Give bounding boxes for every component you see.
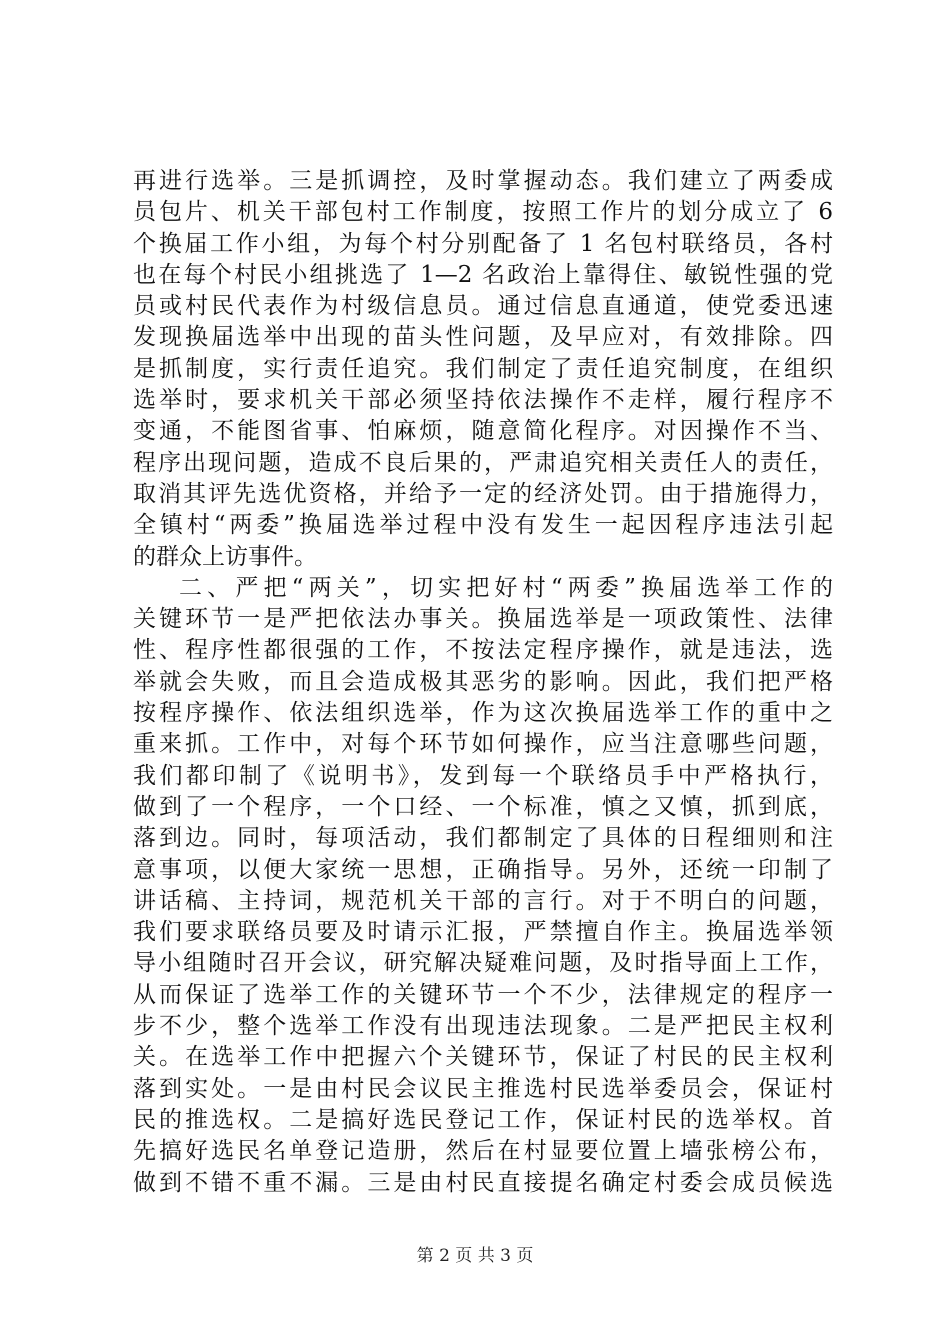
text-line: 我们要求联络员要及时请示汇报，严禁擅自作主。换届选举领 — [133, 919, 833, 946]
text-line: 再进行选举。三是抓调控，及时掌握动态。我们建立了两委成 — [133, 168, 833, 194]
text-line: 选举时，要求机关干部必须坚持依法操作不走样，履行程序不 — [133, 387, 833, 414]
text-line: 举就会失败，而且会造成极其恶劣的影响。因此，我们把严格 — [133, 668, 833, 695]
text-line: 关键环节一是严把依法办事关。换届选举是一项政策性、法律 — [133, 606, 833, 633]
text-line: 程序出现问题，造成不良后果的，严肃追究相关责任人的责任， — [133, 449, 833, 476]
text-line: 做到了一个程序，一个口经、一个标准，慎之又慎，抓到底， — [133, 793, 833, 820]
text-line: 讲话稿、主持词，规范机关干部的言行。对于不明白的问题， — [133, 887, 833, 914]
text-line: 按程序操作、依法组织选举，作为这次换届选举工作的重中之 — [133, 700, 833, 727]
text-line: 民的推选权。二是搞好选民登记工作，保证村民的选举权。首 — [133, 1106, 833, 1133]
paragraph-end-line: 的群众上访事件。 — [133, 543, 317, 570]
text-line: 全镇村“两委”换届选举过程中没有发生一起因程序违法引起 — [133, 512, 833, 539]
text-line: 步不少，整个选举工作没有出现违法现象。二是严把民主权利 — [133, 1013, 833, 1040]
text-line: 个换届工作小组，为每个村分别配备了 1 名包村联络员，各村 — [133, 230, 833, 257]
text-line: 落到实处。一是由村民会议民主推选村民选举委员会，保证村 — [133, 1075, 833, 1102]
text-line: 关。在选举工作中把握六个关键环节，保证了村民的民主权利 — [133, 1044, 833, 1071]
text-line: 发现换届选举中出现的苗头性问题，及早应对，有效排除。四 — [133, 324, 833, 351]
text-line: 做到不错不重不漏。三是由村民直接提名确定村委会成员候选 — [133, 1169, 833, 1196]
text-line: 导小组随时召开会议，研究解决疑难问题，及时指导面上工作， — [133, 950, 833, 977]
text-line: 取消其评先选优资格，并给予一定的经济处罚。由于措施得力， — [133, 480, 833, 507]
text-line: 也在每个村民小组挑选了 1—2 名政治上靠得住、敏锐性强的党 — [133, 261, 833, 288]
text-line: 员包片、机关干部包村工作制度，按照工作片的划分成立了 6 — [133, 199, 833, 226]
section-heading-line: 二、严把“两关”，切实把好村“两委”换届选举工作的 — [179, 574, 833, 601]
text-line: 先搞好选民名单登记造册，然后在村显要位置上墙张榜公布， — [133, 1138, 833, 1165]
text-line: 从而保证了选举工作的关键环节一个不少，法律规定的程序一 — [133, 981, 833, 1008]
text-line: 意事项，以便大家统一思想，正确指导。另外，还统一印制了 — [133, 856, 833, 883]
text-line: 落到边。同时，每项活动，我们都制定了具体的日程细则和注 — [133, 825, 833, 852]
text-line: 性、程序性都很强的工作，不按法定程序操作，就是违法，选 — [133, 637, 833, 664]
text-line: 是抓制度，实行责任追究。我们制定了责任追究制度，在组织 — [133, 355, 833, 382]
page-number-footer: 第 2 页 共 3 页 — [416, 1246, 534, 1266]
document-body — [133, 166, 833, 1199]
text-line: 重来抓。工作中，对每个环节如何操作，应当注意哪些问题， — [133, 731, 833, 758]
text-line: 员或村民代表作为村级信息员。通过信息直通道，使党委迅速 — [133, 293, 833, 320]
text-line: 变通，不能图省事、怕麻烦，随意简化程序。对因操作不当、 — [133, 418, 833, 445]
text-line: 我们都印制了《说明书》，发到每一个联络员手中严格执行， — [133, 762, 833, 789]
